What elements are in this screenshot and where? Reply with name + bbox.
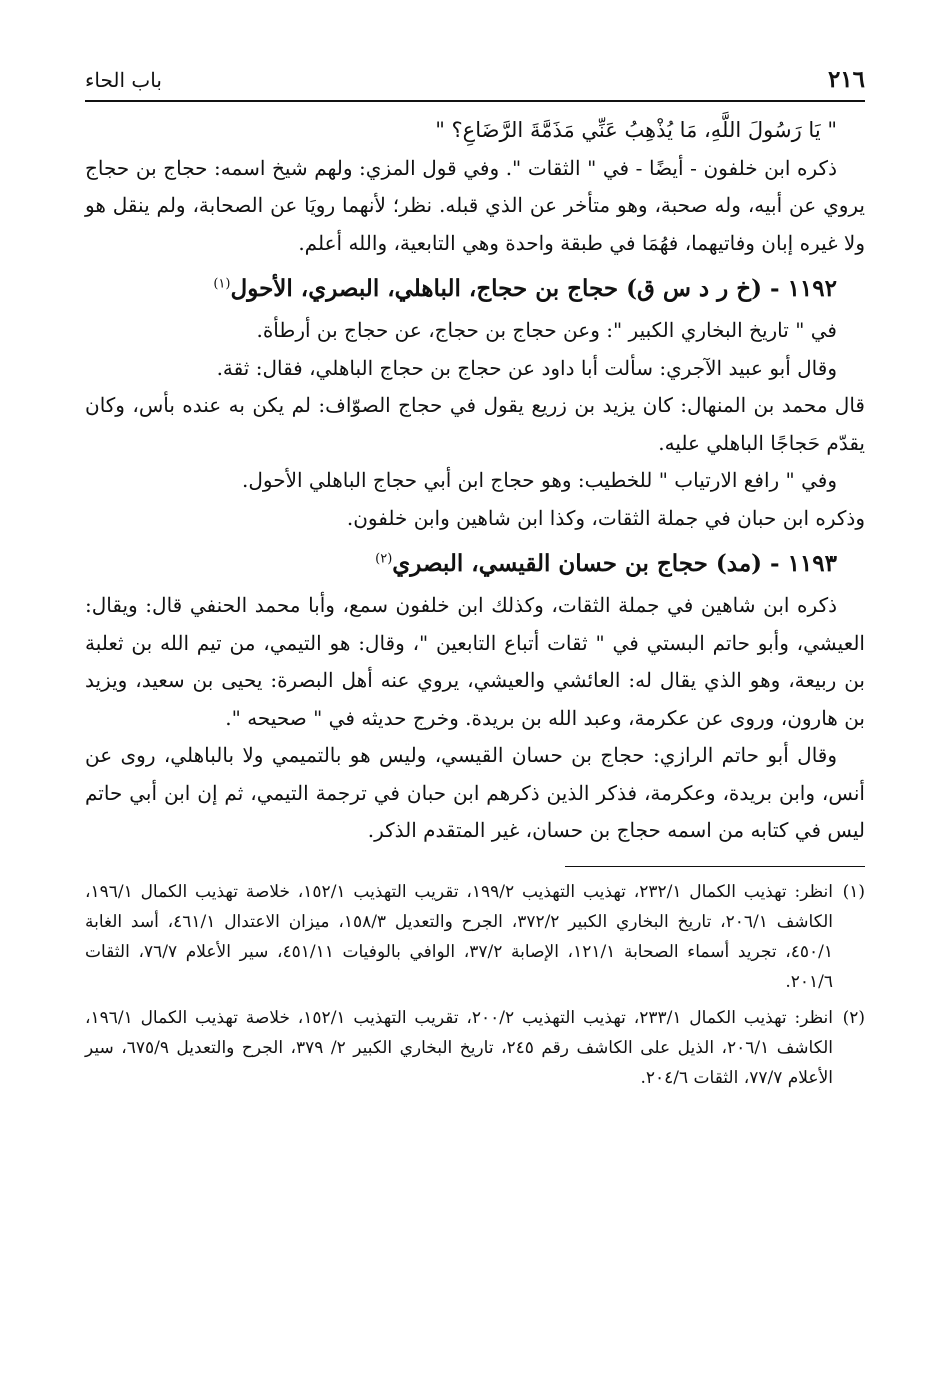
footnote-text: انظر: تهذيب الكمال ٢٣٣/١، تهذيب التهذيب ٢٠٠/٢، تقريب التهذيب ١٥٢/١، خلاصة تهذيب الكمال ١٩٦/١، الكاشف ٢٠٦/١، الذيل على الكاشف رقم ٢٤٥، تاريخ البخاري الكبير ٢/ ٣٧٩، الجرح والتعديل ٦٧٥/٩، سير الأعلام ٧٧/٧، الثقات ٢٠٤/٦. [85,1007,834,1088]
paragraph: ذكره ابن شاهين في جملة الثقات، وكذلك ابن خلفون سمع، وأبا محمد الحنفي قال: ويقال: العيشي، وأبو حاتم البستي في " ثقات أتباع التابعين "، وقال: هو التيمي، من تيم الله بن ثعلبة بن ربيعة، وهو الذي يقال له: العائشي والعيشي، يروي عنه أهل البصرة: يحيى بن سعيد، ويزيد بن هارون، وروى عن عكرمة، وعبد الله بن بريدة. وخرج حديثه في " صحيحه ". [85,593,865,730]
running-head [85,60,865,102]
footnote-2 [85,1003,865,1093]
page-number: ٢١٦ [827,66,865,93]
footnotes [85,877,865,1093]
entry-title: ١١٩٣ - (مد) حجاج بن حسان القيسي، البصري [392,550,837,577]
entry-heading [85,270,865,308]
paragraph: وذكره ابن حبان في جملة الثقات، وكذا ابن شاهين وابن خلفون. [346,505,865,530]
footnote-1 [85,877,865,997]
book-page [85,60,865,1360]
footnote-divider [565,866,865,867]
hadith-quote: " يَا رَسُولَ اللَّهِ، مَا يُذْهِبُ عَنِّي مَذَمَّةَ الرَّضَاعِ؟ " [435,118,837,142]
footnote-number: (٢) [842,1007,865,1028]
paragraph: وقال أبو حاتم الرازي: حجاج بن حسان القيسي، وليس هو بالتميمي ولا بالباهلي، روى عن أنس، وابن بريدة، وعكرمة، فذكر الذين ذكرهم ابن حبان في ترجمة التيمي، ثم إن ابن أبي حاتم ليس في كتابه من اسمه حجاج بن حسان، غير المتقدم الذكر. [85,743,865,842]
paragraph: وفي " رافع الارتياب " للخطيب: وهو حجاج ابن أبي حجاج الباهلي الأحول. [242,468,837,492]
footnote-ref: (٢) [375,551,393,567]
entry-heading [85,545,865,583]
main-text [85,112,865,850]
paragraph: ذكره ابن خلفون - أيضًا - في " الثقات ". وفي قول المزي: ولهم شيخ اسمه: حجاج بن حجاج يروي عن أبيه، وله صحبة، وهو متأخر عن الذي قبله. نظر؛ لأنهما رويَا عن الصحابة، ولم ينقل هو ولا غيره إبان وفاتيهما، فهُمَا في طبقة واحدة وهي التابعية، والله أعلم. [85,155,865,255]
footnote-number: (١) [842,881,865,902]
footnote-text: انظر: تهذيب الكمال ٢٣٢/١، تهذيب التهذيب ١٩٩/٢، تقريب التهذيب ١٥٢/١، خلاصة تهذيب الكمال ١٩٦/١، الكاشف ٢٠٦/١، تاريخ البخاري الكبير ٣٧٢/٢، الجرح والتعديل ١٥٨/٣، ميزان الاعتدال ٤٦١/١، أسد الغابة ٤٥٠/١، تجريد أسماء الصحابة ١٢١/١، الإصابة ٣٧/٢، الوافي بالوفيات ٤٥١/١١، سير الأعلام ٧٦/٧، الثقات ٢٠١/٦. [85,881,834,992]
footnote-ref: (١) [213,276,231,292]
chapter-title: باب الحاء [85,68,162,92]
paragraph: وقال أبو عبيد الآجري: سألت أبا داود عن حجاج بن حجاج الباهلي، فقال: ثقة. [216,355,837,380]
entry-1192 [85,270,865,537]
entry-1193 [85,545,865,850]
paragraph: في " تاريخ البخاري الكبير ": وعن حجاج بن حجاج، عن حجاج بن أرطأة. [256,318,837,342]
paragraph: قال محمد بن المنهال: كان يزيد بن زريع يقول في حجاج الصوّاف: لم يكن به عنده بأس، وكان يقدّم حَجاجًا الباهلي عليه. [85,393,865,455]
entry-title: ١١٩٢ - (خ ر د س ق) حجاج بن حجاج، الباهلي، البصري، الأحول [230,275,837,302]
